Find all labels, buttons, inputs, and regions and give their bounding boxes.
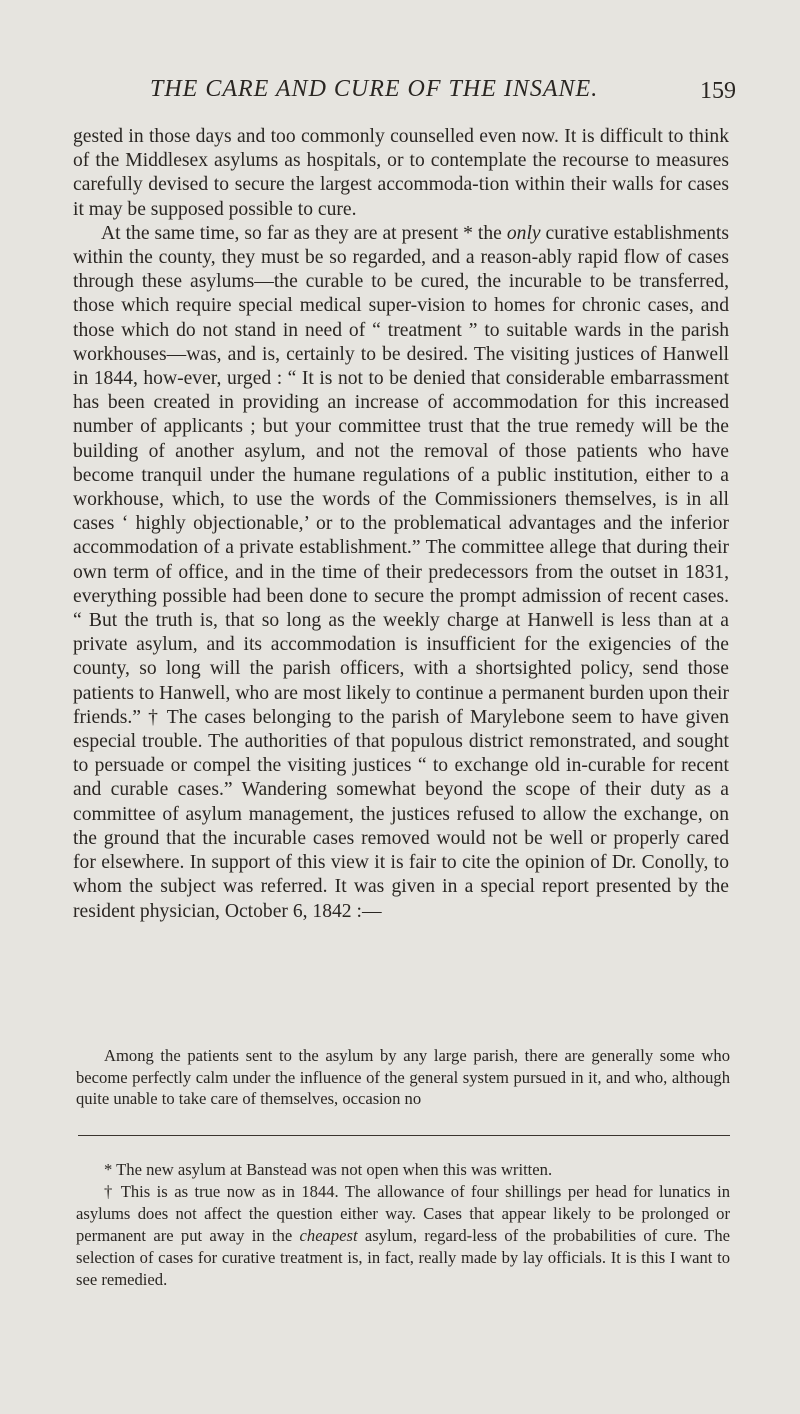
footnote-dagger <box>76 1181 730 1291</box>
paragraph-2-start: At the same time, so far as they are at present * the <box>101 222 507 244</box>
body-text <box>73 125 729 924</box>
footnote-dagger-start: † This is as true now as in 1844. The allowance of four shillings per head for lunatics in asylums does not affect the question either way. Cases that appear likely to be prolonged or permanent are put away in the <box>76 1181 730 1245</box>
paragraph-2-rest: curative establishments within the county, they must be so regarded, and a reason-ably rapid flow of cases through these asylums—the curable to be cured, the incurable to be transferred, those which require special medical super-vision to homes for chronic cases, and those which do not stand in need of “ treatment ” to suitable wards in the parish workhouses—was, and is, certainly to be desired. The visiting justices of Hanwell in 1844, how-ever, urged : “ It is not to be denied that considerable embarrassment has been created in providing an increase of accommodation for this increased number of applicants ; but your committee trust that the true remedy will be the building of another asylum, and not the removal of those patients who have become tranquil under the humane regulations of a public institution, either to a workhouse, which, to use the words of the Commissioners themselves, is in all cases ‘ highly objectionable,’ or to the problematical advantages and the inferior accommodation of a private establishment.” The committee allege that during their own term of office, and in the time of their predecessors from the outset in 1831, everything possible had been done to secure the prompt admission of recent cases. “ But the truth is, that so long as the weekly charge at Hanwell is less than at a private asylum, and its accommodation is insufficient for the exigencies of the county, so long will the parish officers, with a shortsighted policy, send those patients to Hanwell, who are most likely to continue a permanent burden upon their friends.” † The cases belonging to the parish of Marylebone seem to have given especial trouble. The authorities of that populous district remonstrated, and sought to persuade or compel the visiting justices “ to exchange old in-curable for recent and curable cases.” Wandering somewhat beyond the scope of their duty as a committee of asylum management, the justices refused to allow the exchange, on the ground that the incurable cases removed would not be well or properly cared for elsewhere. In support of this view it is fair to cite the opinion of Dr. Conolly, to whom the subject was referred. It was given in a special report presented by the resident physician, October 6, 1842 :— <box>73 222 730 922</box>
running-title: THE CARE AND CURE OF THE INSANE. <box>150 76 599 102</box>
footnotes <box>76 1159 730 1290</box>
emphasis-only: only <box>506 222 541 244</box>
running-header <box>150 76 740 110</box>
footnote-rule <box>78 1135 730 1136</box>
footnote-asterisk: * The new asylum at Banstead was not open when this was written. <box>104 1160 553 1179</box>
page-number: 159 <box>700 78 736 104</box>
paragraph-1: gested in those days and too commonly counselled even now. It is difficult to think of the Middlesex asylums as hospitals, or to contemplate the recourse to measures carefully devised to secure the largest accommoda-tion within their walls for cases it may be supposed possible to cure. <box>73 126 729 220</box>
block-quote: Among the patients sent to the asylum by any large parish, there are generally some who become perfectly calm under the influence of the general system pursued in it, and who, although quite unable to take care of themselves, occasion no <box>76 1046 730 1108</box>
paragraph-2 <box>73 222 729 924</box>
footnote-dagger-rest: asylum, regard-less of the probabilities of cure. The selection of cases for curative treatment is, in fact, really made by lay officials. It is this I want to see remedied. <box>76 1225 730 1289</box>
emphasis-cheapest: cheapest <box>299 1225 358 1245</box>
